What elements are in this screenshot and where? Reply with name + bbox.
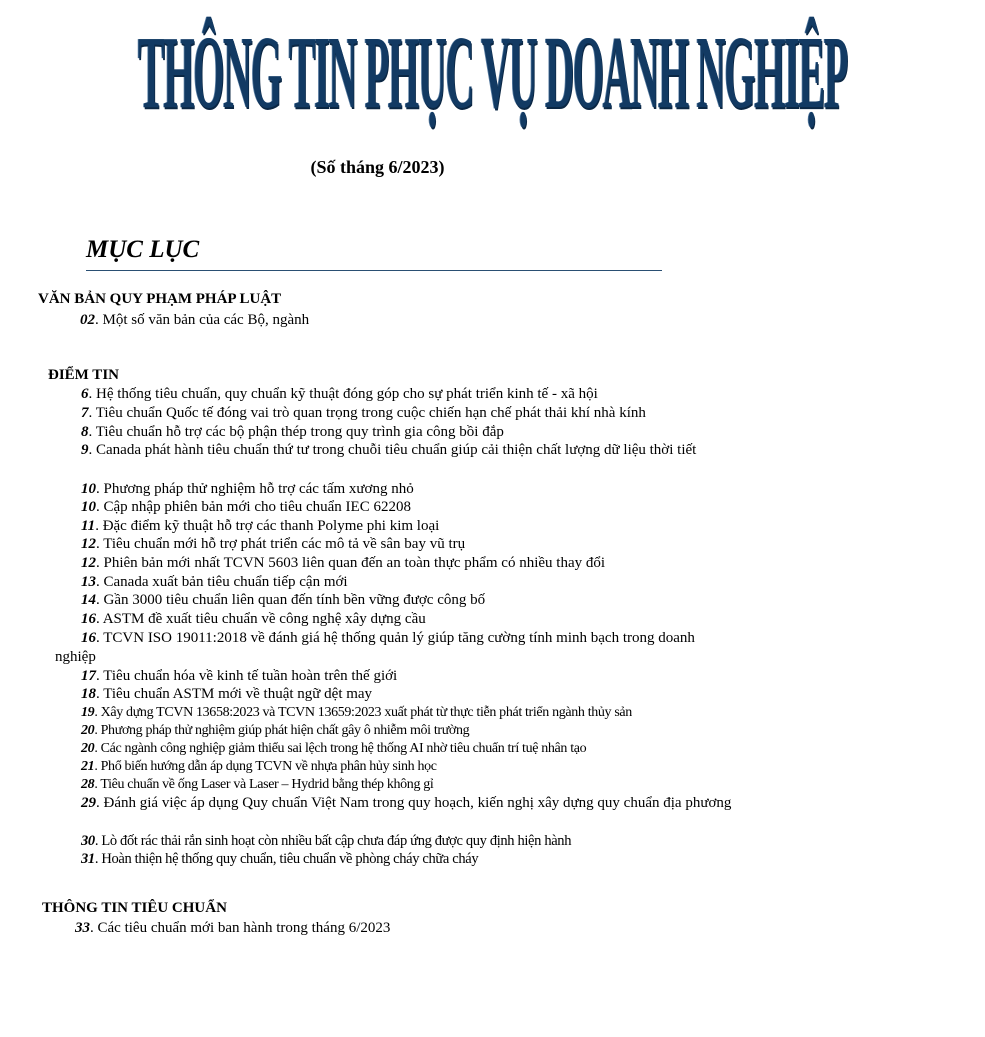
toc-item[interactable]: 10. Phương pháp thử nghiệm hỗ trợ các tấm xương nhỏ bbox=[81, 481, 414, 497]
toc-item[interactable]: 13. Canada xuất bản tiêu chuẩn tiếp cận mới bbox=[81, 574, 348, 590]
toc-item-page: 18 bbox=[81, 686, 96, 702]
toc-item-title: Các tiêu chuẩn mới ban hành trong tháng 6/2023 bbox=[97, 920, 391, 936]
toc-item[interactable]: 20. Phương pháp thử nghiệm giúp phát hiện chất gây ô nhiễm môi trường bbox=[81, 723, 470, 738]
toc-item-page: 02 bbox=[80, 312, 95, 328]
section-heading-standards: THÔNG TIN TIÊU CHUẨN bbox=[42, 900, 227, 916]
toc-item[interactable]: 12. Tiêu chuẩn mới hỗ trợ phát triển các mô tả về sân bay vũ trụ bbox=[81, 536, 466, 552]
toc-item-page: 6 bbox=[81, 386, 89, 402]
toc-item-title: Các ngành công nghiệp giảm thiểu sai lệch trong hệ thống AI nhờ tiêu chuẩn trí tuệ nhân tạo bbox=[100, 741, 587, 756]
toc-item[interactable]: 14. Gần 3000 tiêu chuẩn liên quan đến tính bền vững được công bố bbox=[81, 592, 486, 608]
issue-label: (Số tháng 6/2023) bbox=[310, 157, 445, 177]
toc-item[interactable]: 19. Xây dựng TCVN 13658:2023 và TCVN 13659:2023 xuất phát từ thực tiễn phát triển ngành thủy sản bbox=[81, 705, 632, 720]
toc-item-title: Tiêu chuẩn hóa về kinh tế tuần hoàn trên thế giới bbox=[103, 668, 398, 684]
toc-item[interactable]: 20. Các ngành công nghiệp giảm thiểu sai lệch trong hệ thống AI nhờ tiêu chuẩn trí tuệ nhân tạo bbox=[81, 741, 587, 756]
toc-item-title: Canada xuất bản tiêu chuẩn tiếp cận mới bbox=[103, 574, 348, 590]
toc-divider bbox=[86, 270, 662, 271]
toc-item-title: Gần 3000 tiêu chuẩn liên quan đến tính bền vững được công bố bbox=[103, 592, 486, 608]
toc-item[interactable]: 28. Tiêu chuẩn về ống Laser và Laser – Hydrid bằng thép không gỉ bbox=[81, 777, 434, 792]
toc-item[interactable]: 12. Phiên bản mới nhất TCVN 5603 liên quan đến an toàn thực phẩm có nhiều thay đổi bbox=[81, 555, 606, 571]
toc-item[interactable]: 30. Lò đốt rác thải rắn sinh hoạt còn nhiều bất cập chưa đáp ứng được quy định hiện hành bbox=[81, 833, 572, 849]
toc-item[interactable]: 8. Tiêu chuẩn hỗ trợ các bộ phận thép trong quy trình gia công bồi đắp bbox=[81, 424, 504, 440]
toc-item-page: 17 bbox=[81, 668, 96, 684]
toc-item-page: 10 bbox=[81, 499, 96, 515]
toc-item-title: Xây dựng TCVN 13658:2023 và TCVN 13659:2023 xuất phát từ thực tiễn phát triển ngành thủy sản bbox=[100, 705, 632, 720]
toc-item-title: ASTM đề xuất tiêu chuẩn về công nghệ xây dựng cầu bbox=[102, 611, 426, 627]
toc-item-title: Một số văn bản của các Bộ, ngành bbox=[102, 312, 310, 328]
toc-item[interactable]: 10. Cập nhập phiên bản mới cho tiêu chuẩn IEC 62208 bbox=[81, 499, 411, 515]
toc-item[interactable]: 17. Tiêu chuẩn hóa về kinh tế tuần hoàn trên thế giới bbox=[81, 668, 398, 684]
toc-item-title: Đánh giá việc áp dụng Quy chuẩn Việt Nam trong quy hoạch, kiến nghị xây dựng quy chuẩn địa phương bbox=[103, 795, 732, 811]
toc-item-title: Phương pháp thử nghiệm hỗ trợ các tấm xương nhỏ bbox=[103, 481, 414, 497]
toc-item-page: 30 bbox=[81, 833, 95, 849]
toc-item[interactable]: 16. TCVN ISO 19011:2018 về đánh giá hệ thống quản lý giúp tăng cường tính minh bạch trong doanh nghiệp bbox=[55, 630, 695, 665]
toc-item-page: 10 bbox=[81, 481, 96, 497]
toc-item[interactable]: 02. Một số văn bản của các Bộ, ngành bbox=[80, 312, 310, 328]
toc-item[interactable]: 29. Đánh giá việc áp dụng Quy chuẩn Việt Nam trong quy hoạch, kiến nghị xây dựng quy chuẩn địa phương bbox=[81, 795, 732, 811]
toc-item-page: 8 bbox=[81, 424, 89, 440]
toc-title: MỤC LỤC bbox=[86, 236, 200, 263]
toc-item-page: 7 bbox=[81, 405, 89, 421]
toc-item-page: 11 bbox=[81, 518, 96, 534]
toc-item-page: 12 bbox=[81, 555, 96, 571]
toc-item-page: 19 bbox=[81, 705, 95, 720]
toc-item-title: Phương pháp thử nghiệm giúp phát hiện chất gây ô nhiễm môi trường bbox=[100, 723, 470, 738]
toc-item-title: Canada phát hành tiêu chuẩn thứ tư trong chuỗi tiêu chuẩn giúp cải thiện chất lượng dữ liệu thời tiết bbox=[96, 442, 697, 458]
toc-item[interactable]: 11. Đặc điểm kỹ thuật hỗ trợ các thanh Polyme phi kim loại bbox=[81, 518, 440, 534]
toc-item-title: Phiên bản mới nhất TCVN 5603 liên quan đến an toàn thực phẩm có nhiều thay đổi bbox=[103, 555, 606, 571]
masthead-title: THÔNG TIN PHỤC VỤ DOANH NGHIỆP bbox=[137, 16, 848, 132]
toc-item-title: Hệ thống tiêu chuẩn, quy chuẩn kỹ thuật đóng góp cho sự phát triển kinh tế - xã hội bbox=[96, 386, 598, 402]
toc-item[interactable]: 6. Hệ thống tiêu chuẩn, quy chuẩn kỹ thuật đóng góp cho sự phát triển kinh tế - xã hội bbox=[81, 386, 598, 402]
toc-item[interactable]: 16. ASTM đề xuất tiêu chuẩn về công nghệ xây dựng cầu bbox=[81, 611, 426, 627]
toc-item-page: 29 bbox=[81, 795, 96, 811]
toc-item[interactable]: 9. Canada phát hành tiêu chuẩn thứ tư trong chuỗi tiêu chuẩn giúp cải thiện chất lượng dữ liệu thời tiết bbox=[81, 442, 697, 458]
section-heading-legal: VĂN BẢN QUY PHẠM PHÁP LUẬT bbox=[38, 291, 282, 307]
toc-item-title: Tiêu chuẩn ASTM mới về thuật ngữ dệt may bbox=[103, 686, 373, 702]
toc-item-page: 31 bbox=[81, 851, 95, 867]
toc-item-title: Tiêu chuẩn hỗ trợ các bộ phận thép trong quy trình gia công bồi đắp bbox=[95, 424, 504, 440]
toc-item-title: Lò đốt rác thải rắn sinh hoạt còn nhiều bất cập chưa đáp ứng được quy định hiện hành bbox=[101, 833, 572, 849]
section-heading-news: ĐIỂM TIN bbox=[48, 367, 119, 383]
toc-item-page: 20 bbox=[81, 741, 95, 756]
toc-item-title: TCVN ISO 19011:2018 về đánh giá hệ thống quản lý giúp tăng cường tính minh bạch trong doanh nghiệp bbox=[55, 630, 695, 665]
toc-item-page: 21 bbox=[81, 759, 95, 774]
toc-item[interactable]: 31. Hoàn thiện hệ thống quy chuẩn, tiêu chuẩn về phòng cháy chữa cháy bbox=[81, 851, 479, 867]
toc-item-title: Phổ biến hướng dẫn áp dụng TCVN về nhựa phân hủy sinh học bbox=[100, 759, 437, 774]
toc-item-page: 16 bbox=[81, 630, 96, 646]
toc-item-page: 33 bbox=[75, 920, 90, 936]
toc-item[interactable]: 21. Phổ biến hướng dẫn áp dụng TCVN về nhựa phân hủy sinh học bbox=[81, 759, 437, 774]
toc-item-title: Cập nhập phiên bản mới cho tiêu chuẩn IEC 62208 bbox=[103, 499, 411, 515]
toc-item-page: 28 bbox=[81, 777, 95, 792]
toc-item-page: 16 bbox=[81, 611, 96, 627]
toc-item-page: 20 bbox=[81, 723, 95, 738]
toc-item-page: 12 bbox=[81, 536, 96, 552]
toc-item-title: Tiêu chuẩn về ống Laser và Laser – Hydrid bằng thép không gỉ bbox=[100, 777, 434, 792]
masthead bbox=[0, 16, 848, 132]
toc-item[interactable]: 33. Các tiêu chuẩn mới ban hành trong tháng 6/2023 bbox=[75, 920, 391, 936]
toc-item-title: Hoàn thiện hệ thống quy chuẩn, tiêu chuẩn về phòng cháy chữa cháy bbox=[101, 851, 479, 867]
toc-item-title: Tiêu chuẩn mới hỗ trợ phát triển các mô tả về sân bay vũ trụ bbox=[103, 536, 466, 552]
toc-item[interactable]: 18. Tiêu chuẩn ASTM mới về thuật ngữ dệt may bbox=[81, 686, 373, 702]
toc-item-page: 14 bbox=[81, 592, 96, 608]
toc-item-title: Đặc điểm kỹ thuật hỗ trợ các thanh Polyme phi kim loại bbox=[102, 518, 440, 534]
toc-item-title: Tiêu chuẩn Quốc tế đóng vai trò quan trọng trong cuộc chiến hạn chế phát thải khí nhà kính bbox=[95, 405, 646, 421]
toc-item-page: 9 bbox=[81, 442, 89, 458]
toc-item[interactable]: 7. Tiêu chuẩn Quốc tế đóng vai trò quan trọng trong cuộc chiến hạn chế phát thải khí nhà kính bbox=[81, 405, 646, 421]
toc-item-page: 13 bbox=[81, 574, 96, 590]
